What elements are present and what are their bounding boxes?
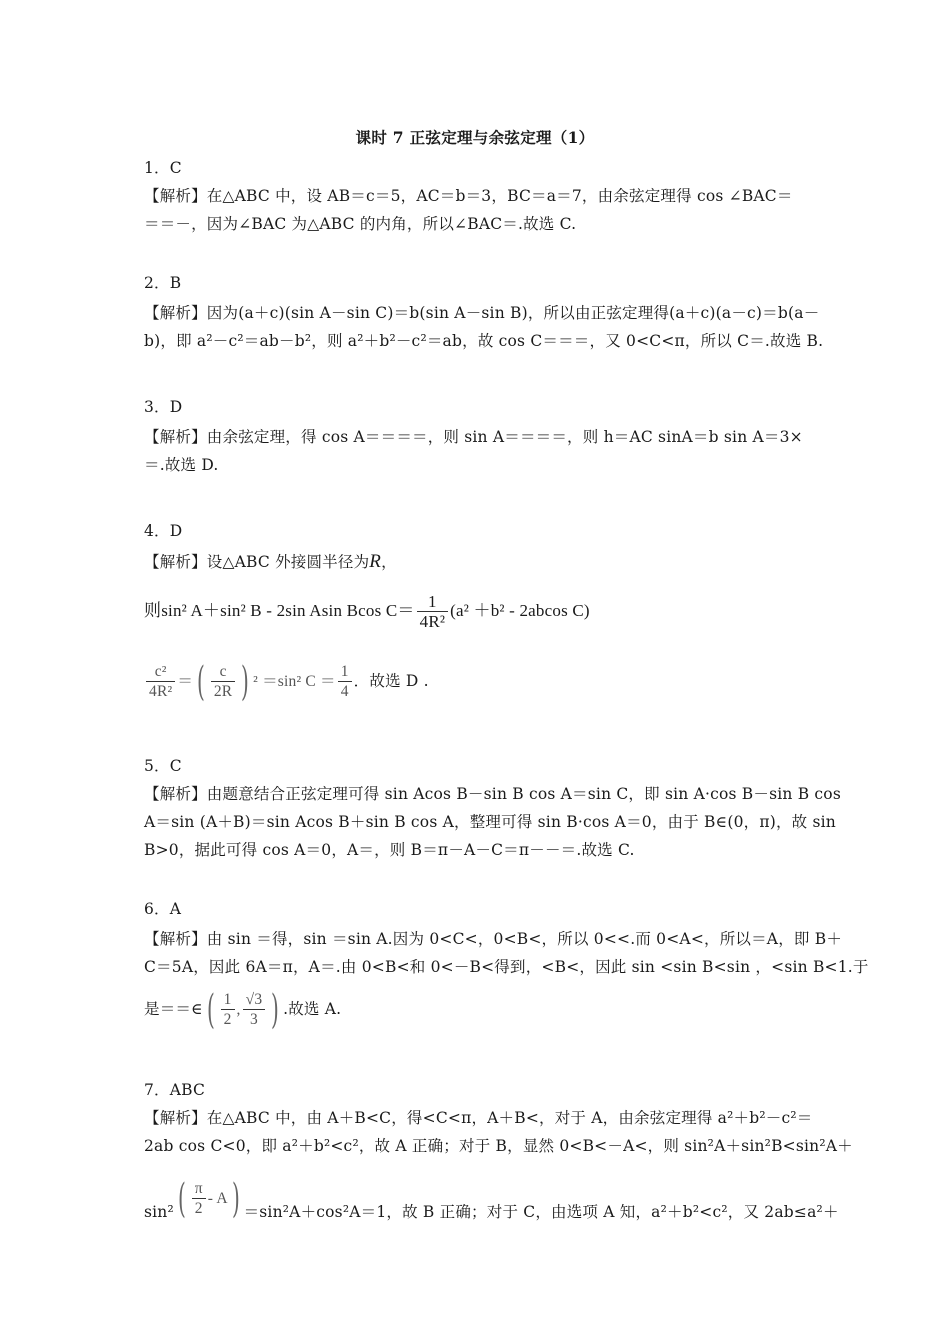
q4-explanation-line1 — [144, 552, 808, 572]
q4-frac-1-4 — [338, 663, 352, 702]
q4-frac3-num: 1 — [338, 663, 352, 682]
q6-frac2-num: √3 — [243, 991, 266, 1010]
q7-right-paren: ) — [231, 1176, 240, 1222]
q4-frac-c2-4r2 — [146, 663, 175, 702]
q2-explanation-line1: 【解析】因为(a＋c)(sin A－sin C)＝b(sin A－sin B)，所以由正弦定理得(a＋c)(a－c)＝b(a－ — [144, 304, 820, 322]
q4-line1-var: R — [369, 551, 382, 572]
q4-mid: ² ＝sin² C ＝ — [253, 673, 336, 690]
q6-explanation-line2: C＝5A，因此 6A＝π，A＝.由 0<B<和 0<－B<得到，<B<，因此 sin <sin B<sin ，<sin B<1.于 — [144, 958, 869, 976]
q5-answer: 5．C — [144, 757, 182, 775]
q4-right-paren: ) — [241, 659, 250, 705]
q4-formula-line2 — [144, 658, 808, 705]
q7-left-paren: ( — [177, 1176, 186, 1222]
q4-frac1-den: 4R² — [149, 682, 173, 700]
q4-frac2-den: 2R — [213, 682, 233, 700]
q7-explanation-line1: 【解析】在△ABC 中，由 A＋B<C，得<C<π，A＋B<，对于 A，由余弦定理得 a²＋b²－c²＝ — [144, 1109, 813, 1127]
q4-formula-fraction — [417, 593, 449, 632]
q6-frac2-den: 3 — [249, 1010, 258, 1028]
q2-explanation-line2: b)，即 a²－c²＝ab－b²，则 a²＋b²－c²＝ab，故 cos C＝＝＝，又 0<C<π，所以 C＝.故选 B. — [144, 332, 824, 350]
q4-formula-line — [144, 592, 808, 632]
q4-frac1-num: c² — [146, 663, 175, 682]
q7-frac-pi-2 — [192, 1180, 206, 1219]
q2-answer: 2．B — [144, 274, 182, 292]
q4-line1-tail: ， — [381, 553, 397, 571]
q1-answer: 1．C — [144, 159, 182, 177]
q1-explanation-line1: 【解析】在△ABC 中，设 AB＝c＝5，AC＝b＝3，BC＝a＝7，由余弦定理得 cos ∠BAC＝ — [144, 187, 793, 205]
q6-left-paren: ( — [206, 987, 215, 1033]
q6-frac1-num: 1 — [221, 991, 235, 1010]
q3-explanation-line1: 【解析】由余弦定理，得 cos A＝＝＝＝，则 sin A＝＝＝＝，则 h＝AC sinA＝b sin A＝3× — [144, 428, 803, 446]
q4-line1-text: 【解析】设△ABC 外接圆半径为 — [144, 553, 370, 571]
q1-explanation-line2: ＝＝－，因为∠BAC 为△ABC 的内角，所以∠BAC＝.故选 C. — [144, 215, 577, 233]
q6-line3-head: 是＝＝∈ — [144, 1000, 203, 1018]
q7-explanation-line2: 2ab cos C<0，即 a²＋b²<c²，故 A 正确；对于 B，显然 0<B<－A<，则 sin²A＋sin²B<sin²A＋ — [144, 1137, 853, 1155]
q7-minus-a: - A — [207, 1190, 228, 1207]
q6-line3-tail: .故选 A. — [283, 1000, 342, 1018]
page-title: 课时 7 正弦定理与余弦定理（1） — [355, 128, 595, 147]
q6-frac1-den: 2 — [223, 1010, 232, 1028]
q4-tail: ．故选 D . — [353, 672, 429, 690]
q7-line3-head: sin² — [144, 1203, 174, 1221]
q6-answer: 6．A — [144, 900, 182, 918]
q5-explanation-line1: 【解析】由题意结合正弦定理可得 sin Acos B－sin B cos A＝sin C，即 sin A·cos B－sin B cos — [144, 785, 841, 803]
q4-left-paren: ( — [197, 659, 205, 705]
q7-answer: 7．ABC — [144, 1081, 206, 1099]
q4-frac2-num: c — [211, 663, 236, 682]
q4-formula-left: 则sin² A＋sin² B - 2sin Asin Bcos C＝ — [144, 601, 415, 620]
q4-answer: 4．D — [144, 522, 183, 540]
q6-comma: , — [236, 1001, 241, 1018]
q3-explanation-line2: ＝.故选 D. — [144, 456, 219, 474]
q3-answer: 3．D — [144, 398, 183, 416]
q5-explanation-line2: A＝sin (A＋B)＝sin Acos B＋sin B cos A，整理可得 sin B·cos A＝0，由于 B∈(0，π)，故 sin — [144, 813, 836, 831]
q4-fraction-denominator: 4R² — [419, 611, 446, 631]
q7-line3-tail: ＝sin²A＋cos²A＝1，故 B 正确；对于 C，由选项 A 知，a²＋b²<c²，又 2ab≤a²＋ — [243, 1203, 839, 1221]
q4-eq1: ＝ — [177, 673, 194, 690]
q4-frac-c-2r — [211, 663, 236, 702]
q6-frac-sqrt3-3 — [243, 991, 266, 1030]
q4-frac3-den: 4 — [340, 682, 349, 700]
q5-explanation-line3: B>0，据此可得 cos A＝0，A＝，则 B＝π－A－C＝π－－＝.故选 C. — [144, 841, 635, 859]
q7-explanation-line3 — [144, 1168, 839, 1242]
q6-explanation-line1: 【解析】由 sin ＝得，sin ＝sin A.因为 0<C<，0<B<，所以 0<<.而 0<A<，所以＝A，即 B＋ — [144, 930, 843, 948]
q6-frac-1-2 — [221, 991, 235, 1030]
q6-right-paren: ) — [271, 987, 280, 1033]
q7-frac-num: π — [192, 1180, 206, 1199]
q4-fraction-numerator: 1 — [417, 593, 449, 612]
q4-formula-right: (a² ＋b² - 2abcos C) — [450, 601, 590, 620]
q7-frac-den: 2 — [194, 1199, 203, 1217]
q6-explanation-line3 — [144, 985, 808, 1034]
